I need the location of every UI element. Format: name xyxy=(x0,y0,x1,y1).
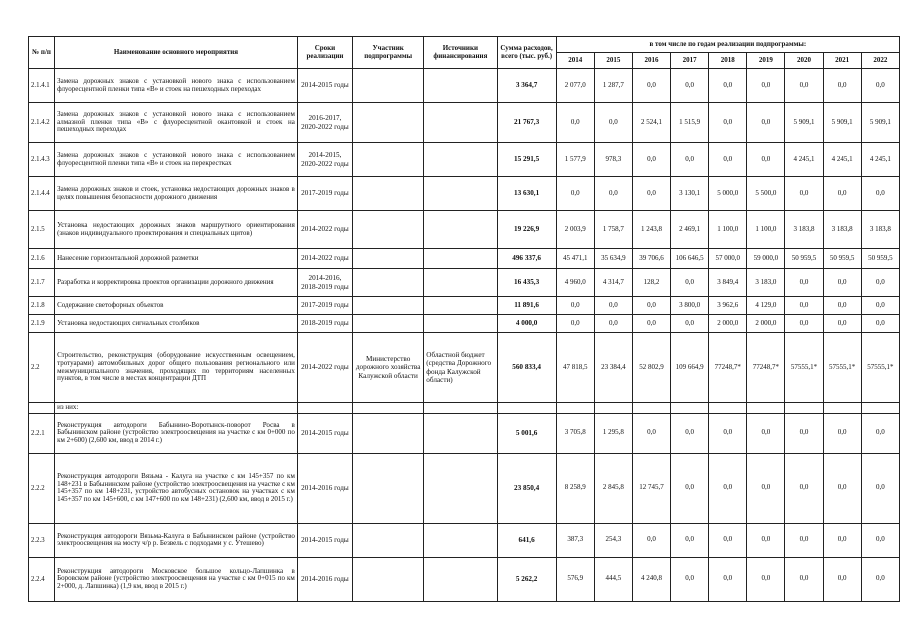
row-year-value: 5 500,0 xyxy=(747,177,785,211)
row-year-value: 0,0 xyxy=(556,297,594,315)
row-year-value: 8 258,9 xyxy=(556,453,594,523)
row-period: 2017-2019 годы xyxy=(297,177,352,211)
table-row xyxy=(29,177,900,211)
row-period: 2014-2022 годы xyxy=(297,249,352,269)
row-name: из них: xyxy=(55,403,298,414)
row-year-value: 0,0 xyxy=(785,523,823,557)
row-year-value: 2 003,9 xyxy=(556,211,594,249)
row-number: 2.2.2 xyxy=(29,453,55,523)
row-total: 3 364,7 xyxy=(497,69,556,103)
row-year-value xyxy=(747,403,785,414)
row-year-value: 0,0 xyxy=(861,523,899,557)
row-year-value: 0,0 xyxy=(823,177,861,211)
row-source xyxy=(424,315,497,333)
row-name: Разработка и корректировка проектов организации дорожного движения xyxy=(55,269,298,297)
row-total: 11 891,6 xyxy=(497,297,556,315)
row-year-value: 1 577,9 xyxy=(556,143,594,177)
row-total xyxy=(497,403,556,414)
row-year-value: 0,0 xyxy=(823,523,861,557)
row-year-value: 1 515,9 xyxy=(671,103,709,143)
table-row xyxy=(29,69,900,103)
row-year-value: 387,3 xyxy=(556,523,594,557)
table-row xyxy=(29,269,900,297)
row-year-value: 0,0 xyxy=(556,177,594,211)
row-year-value: 1 100,0 xyxy=(709,211,747,249)
row-number: 2.2.4 xyxy=(29,557,55,601)
row-year-value: 0,0 xyxy=(709,413,747,453)
row-year-value: 0,0 xyxy=(709,143,747,177)
row-number: 2.2.3 xyxy=(29,523,55,557)
header-year: 2022 xyxy=(861,53,899,69)
row-year-value: 0,0 xyxy=(861,69,899,103)
row-source xyxy=(424,557,497,601)
row-year-value: 978,3 xyxy=(594,143,632,177)
row-name: Замена дорожных знаков и стоек, установка недостающих дорожных знаков в целях повышения безопасности дорожного движения xyxy=(55,177,298,211)
row-year-value: 57555,1* xyxy=(823,333,861,403)
row-year-value: 1 758,7 xyxy=(594,211,632,249)
header-year: 2019 xyxy=(747,53,785,69)
row-year-value: 0,0 xyxy=(632,143,670,177)
table-row xyxy=(29,557,900,601)
row-year-value: 0,0 xyxy=(671,269,709,297)
row-year-value: 4 240,8 xyxy=(632,557,670,601)
header-year: 2016 xyxy=(632,53,670,69)
row-name: Строительство, реконструкция (оборудование искусственным освещением, тротуарами) автомобильных дорог общего пользования регионального или межмуниципального значения, проходящих по территориям населенных пунктов, в том числе в местах концентрации ДТП xyxy=(55,333,298,403)
row-total: 641,6 xyxy=(497,523,556,557)
row-year-value: 3 800,0 xyxy=(671,297,709,315)
row-name: Замена дорожных знаков с установкой нового знака с использованием флуоресцентной пленки типа «В» и стоек на перекрестках xyxy=(55,143,298,177)
row-participant xyxy=(353,177,424,211)
row-year-value: 4 314,7 xyxy=(594,269,632,297)
row-source xyxy=(424,403,497,414)
row-year-value: 0,0 xyxy=(747,523,785,557)
row-year-value: 0,0 xyxy=(671,557,709,601)
row-name: Реконструкция автодороги Московское большое кольцо-Лапшинка в Боровском районе (устройство электроосвещения на участке с км 0+015 по км 2+000, д. Лапшинка) (1,9 км, ввод в 2015 г.) xyxy=(55,557,298,601)
header-period: Сроки реализации xyxy=(297,37,352,69)
row-year-value: 57555,1* xyxy=(785,333,823,403)
row-year-value: 0,0 xyxy=(823,453,861,523)
row-year-value: 0,0 xyxy=(632,413,670,453)
header-year: 2018 xyxy=(709,53,747,69)
row-year-value: 0,0 xyxy=(785,69,823,103)
row-year-value: 2 077,0 xyxy=(556,69,594,103)
row-period: 2014-2015 годы xyxy=(297,69,352,103)
row-participant xyxy=(353,557,424,601)
row-year-value: 3 183,0 xyxy=(747,269,785,297)
row-year-value: 0,0 xyxy=(823,557,861,601)
table-row xyxy=(29,211,900,249)
row-year-value: 4 245,1 xyxy=(861,143,899,177)
row-year-value xyxy=(594,403,632,414)
row-year-value: 0,0 xyxy=(671,413,709,453)
row-year-value: 2 845,8 xyxy=(594,453,632,523)
header-name: Наименование основного мероприятия xyxy=(55,37,298,69)
row-year-value: 5 909,1 xyxy=(785,103,823,143)
row-total: 560 833,4 xyxy=(497,333,556,403)
row-year-value: 4 960,0 xyxy=(556,269,594,297)
header-source: Источники финансирования xyxy=(424,37,497,69)
row-year-value: 3 183,8 xyxy=(861,211,899,249)
row-period xyxy=(297,403,352,414)
row-total: 19 226,9 xyxy=(497,211,556,249)
row-year-value: 0,0 xyxy=(785,413,823,453)
row-source: Областной бюджет (средства Дорожного фонда Калужской области) xyxy=(424,333,497,403)
row-participant xyxy=(353,249,424,269)
row-year-value: 5 000,0 xyxy=(709,177,747,211)
row-name: Замена дорожных знаков с установкой нового знака с использованием алмазной пленки типа «В» с флуоресцентной окантовкой и стоек на пешеходных переходах xyxy=(55,103,298,143)
row-year-value: 3 705,8 xyxy=(556,413,594,453)
row-total: 496 337,6 xyxy=(497,249,556,269)
row-source xyxy=(424,269,497,297)
row-number: 2.1.4.2 xyxy=(29,103,55,143)
row-year-value: 0,0 xyxy=(671,453,709,523)
row-year-value: 3 130,1 xyxy=(671,177,709,211)
row-year-value: 57555,1* xyxy=(861,333,899,403)
row-period: 2014-2016, 2018-2019 годы xyxy=(297,269,352,297)
row-year-value: 0,0 xyxy=(594,297,632,315)
row-number xyxy=(29,403,55,414)
row-total: 4 000,0 xyxy=(497,315,556,333)
header-years-caption: в том числе по годам реализации подпрограммы: xyxy=(556,37,899,53)
budget-table xyxy=(28,36,900,602)
table-body xyxy=(29,69,900,602)
header-num: № п/п xyxy=(29,37,55,69)
row-participant xyxy=(353,315,424,333)
row-total: 5 001,6 xyxy=(497,413,556,453)
row-participant xyxy=(353,211,424,249)
table-row xyxy=(29,403,900,414)
table-row xyxy=(29,333,900,403)
row-year-value: 23 384,4 xyxy=(594,333,632,403)
row-year-value: 0,0 xyxy=(556,103,594,143)
row-year-value: 2 000,0 xyxy=(709,315,747,333)
header-total: Сумма расходов, всего (тыс. руб.) xyxy=(497,37,556,69)
row-participant xyxy=(353,413,424,453)
row-year-value: 47 818,5 xyxy=(556,333,594,403)
row-name: Реконструкция автодороги Бабынино-Воротынск-поворот Росва в Бабынинском районе (устройство электроосвещения на участке с км 0+000 по км 2+600) (2,600 км, ввод в 2014 г.) xyxy=(55,413,298,453)
row-period: 2018-2019 годы xyxy=(297,315,352,333)
row-year-value: 0,0 xyxy=(709,557,747,601)
row-year-value: 2 469,1 xyxy=(671,211,709,249)
row-name: Реконструкция автодороги Вязьма - Калуга на участке с км 145+357 по км 148+231 в Бабынинском районе (устройство электроосвещения на участке с км 145+357 по км 148+231, устройство автобусных остановок на участках с км 145+357 по км 145+600, с км 147+600 по км 148+231) (2,600 км, ввод в 2015 г.) xyxy=(55,453,298,523)
row-name: Реконструкция автодороги Вязьма-Калуга в Бабынинском районе (устройство электроосвещения на мосту ч/р р. Безвель с подходами у с. Утешево) xyxy=(55,523,298,557)
row-year-value: 4 245,1 xyxy=(823,143,861,177)
row-year-value: 1 295,8 xyxy=(594,413,632,453)
row-year-value: 5 909,1 xyxy=(861,103,899,143)
row-year-value: 0,0 xyxy=(785,177,823,211)
row-year-value: 4 245,1 xyxy=(785,143,823,177)
row-total: 23 850,4 xyxy=(497,453,556,523)
row-year-value xyxy=(785,403,823,414)
table-row xyxy=(29,297,900,315)
table-row xyxy=(29,143,900,177)
table-row xyxy=(29,315,900,333)
row-period: 2014-2015 годы xyxy=(297,523,352,557)
row-year-value: 45 471,1 xyxy=(556,249,594,269)
table-row xyxy=(29,453,900,523)
row-number: 2.2 xyxy=(29,333,55,403)
row-year-value: 0,0 xyxy=(823,297,861,315)
row-year-value: 0,0 xyxy=(861,297,899,315)
row-source xyxy=(424,413,497,453)
row-year-value xyxy=(632,403,670,414)
row-year-value: 1 243,8 xyxy=(632,211,670,249)
row-participant xyxy=(353,103,424,143)
row-name: Установка недостающих дорожных знаков маршрутного ориентирования (знаков индивидуального проектирования и специальных щитов) xyxy=(55,211,298,249)
row-year-value: 0,0 xyxy=(632,523,670,557)
row-name: Нанесение горизонтальной дорожной разметки xyxy=(55,249,298,269)
header-year: 2014 xyxy=(556,53,594,69)
row-source xyxy=(424,297,497,315)
row-year-value: 0,0 xyxy=(632,297,670,315)
header-participant: Участник подпрограммы xyxy=(353,37,424,69)
row-year-value: 0,0 xyxy=(861,269,899,297)
row-year-value: 576,9 xyxy=(556,557,594,601)
row-year-value: 77248,7* xyxy=(747,333,785,403)
row-year-value: 0,0 xyxy=(747,453,785,523)
row-year-value xyxy=(671,403,709,414)
row-participant xyxy=(353,143,424,177)
row-total: 5 262,2 xyxy=(497,557,556,601)
row-year-value: 128,2 xyxy=(632,269,670,297)
row-total: 15 291,5 xyxy=(497,143,556,177)
row-year-value: 50 959,5 xyxy=(785,249,823,269)
row-year-value: 0,0 xyxy=(632,69,670,103)
header-year: 2015 xyxy=(594,53,632,69)
row-source xyxy=(424,453,497,523)
row-year-value: 0,0 xyxy=(747,143,785,177)
row-source xyxy=(424,211,497,249)
row-year-value: 2 000,0 xyxy=(747,315,785,333)
table-row xyxy=(29,523,900,557)
row-total: 21 767,3 xyxy=(497,103,556,143)
row-participant: Министерство дорожного хозяйства Калужской области xyxy=(353,333,424,403)
row-participant xyxy=(353,69,424,103)
row-source xyxy=(424,103,497,143)
row-period: 2014-2015, 2020-2022 годы xyxy=(297,143,352,177)
row-year-value: 0,0 xyxy=(709,523,747,557)
row-year-value: 0,0 xyxy=(594,177,632,211)
row-year-value: 0,0 xyxy=(632,315,670,333)
table-row xyxy=(29,103,900,143)
row-year-value: 0,0 xyxy=(556,315,594,333)
row-year-value: 109 664,9 xyxy=(671,333,709,403)
row-year-value: 3 183,8 xyxy=(785,211,823,249)
row-year-value: 0,0 xyxy=(671,69,709,103)
row-year-value xyxy=(861,403,899,414)
row-number: 2.1.4.1 xyxy=(29,69,55,103)
row-year-value xyxy=(823,403,861,414)
row-year-value: 0,0 xyxy=(747,69,785,103)
row-year-value: 0,0 xyxy=(861,177,899,211)
row-year-value xyxy=(709,403,747,414)
row-year-value: 5 909,1 xyxy=(823,103,861,143)
row-period: 2017-2019 годы xyxy=(297,297,352,315)
row-participant xyxy=(353,453,424,523)
row-year-value: 0,0 xyxy=(747,557,785,601)
row-year-value: 254,3 xyxy=(594,523,632,557)
row-participant xyxy=(353,403,424,414)
row-year-value: 0,0 xyxy=(823,315,861,333)
row-year-value: 0,0 xyxy=(861,315,899,333)
row-year-value: 0,0 xyxy=(823,269,861,297)
row-number: 2.1.8 xyxy=(29,297,55,315)
header-year: 2017 xyxy=(671,53,709,69)
row-year-value: 0,0 xyxy=(785,315,823,333)
row-year-value: 3 183,8 xyxy=(823,211,861,249)
row-name: Замена дорожных знаков с установкой нового знака с использованием флуоресцентной пленки типа «В» и стоек на пешеходных переходах xyxy=(55,69,298,103)
row-number: 2.1.4.4 xyxy=(29,177,55,211)
row-source xyxy=(424,177,497,211)
row-year-value: 0,0 xyxy=(632,177,670,211)
row-year-value: 0,0 xyxy=(709,103,747,143)
row-year-value: 444,5 xyxy=(594,557,632,601)
row-year-value: 0,0 xyxy=(823,69,861,103)
row-period: 2014-2022 годы xyxy=(297,333,352,403)
row-number: 2.1.6 xyxy=(29,249,55,269)
row-year-value: 0,0 xyxy=(594,315,632,333)
row-number: 2.1.5 xyxy=(29,211,55,249)
row-year-value: 0,0 xyxy=(861,413,899,453)
row-year-value: 50 959,5 xyxy=(861,249,899,269)
header-year: 2021 xyxy=(823,53,861,69)
header-year: 2020 xyxy=(785,53,823,69)
row-year-value: 0,0 xyxy=(823,413,861,453)
row-total: 13 630,1 xyxy=(497,177,556,211)
table-row xyxy=(29,249,900,269)
row-source xyxy=(424,69,497,103)
row-year-value: 0,0 xyxy=(785,269,823,297)
row-year-value: 0,0 xyxy=(747,103,785,143)
row-source xyxy=(424,523,497,557)
row-year-value: 3 849,4 xyxy=(709,269,747,297)
row-year-value: 52 802,9 xyxy=(632,333,670,403)
row-number: 2.1.7 xyxy=(29,269,55,297)
row-year-value: 0,0 xyxy=(785,297,823,315)
row-period: 2014-2015 годы xyxy=(297,413,352,453)
row-year-value: 0,0 xyxy=(671,523,709,557)
row-source xyxy=(424,143,497,177)
row-name: Установка недостающих сигнальных столбиков xyxy=(55,315,298,333)
row-source xyxy=(424,249,497,269)
row-year-value: 0,0 xyxy=(594,103,632,143)
row-period: 2016-2017, 2020-2022 годы xyxy=(297,103,352,143)
table-row xyxy=(29,413,900,453)
row-total: 16 435,3 xyxy=(497,269,556,297)
row-year-value: 50 959,5 xyxy=(823,249,861,269)
row-year-value: 77248,7* xyxy=(709,333,747,403)
row-number: 2.2.1 xyxy=(29,413,55,453)
row-year-value: 0,0 xyxy=(747,413,785,453)
row-year-value: 0,0 xyxy=(671,143,709,177)
row-year-value: 0,0 xyxy=(709,453,747,523)
row-year-value: 106 646,5 xyxy=(671,249,709,269)
row-year-value: 1 100,0 xyxy=(747,211,785,249)
row-year-value: 0,0 xyxy=(785,557,823,601)
row-participant xyxy=(353,269,424,297)
row-year-value: 0,0 xyxy=(785,453,823,523)
row-year-value: 35 634,9 xyxy=(594,249,632,269)
row-year-value: 0,0 xyxy=(861,453,899,523)
row-name: Содержание светофорных объектов xyxy=(55,297,298,315)
row-period: 2014-2016 годы xyxy=(297,453,352,523)
row-year-value: 59 000,0 xyxy=(747,249,785,269)
row-year-value: 4 129,0 xyxy=(747,297,785,315)
row-year-value: 0,0 xyxy=(671,315,709,333)
row-period: 2014-2022 годы xyxy=(297,211,352,249)
row-year-value: 0,0 xyxy=(709,69,747,103)
row-year-value: 3 962,6 xyxy=(709,297,747,315)
row-year-value xyxy=(556,403,594,414)
row-year-value: 12 745,7 xyxy=(632,453,670,523)
row-period: 2014-2016 годы xyxy=(297,557,352,601)
row-year-value: 1 287,7 xyxy=(594,69,632,103)
row-year-value: 0,0 xyxy=(861,557,899,601)
row-year-value: 39 706,6 xyxy=(632,249,670,269)
row-year-value: 57 000,0 xyxy=(709,249,747,269)
row-participant xyxy=(353,523,424,557)
row-year-value: 2 524,1 xyxy=(632,103,670,143)
row-participant xyxy=(353,297,424,315)
row-number: 2.1.4.3 xyxy=(29,143,55,177)
row-number: 2.1.9 xyxy=(29,315,55,333)
